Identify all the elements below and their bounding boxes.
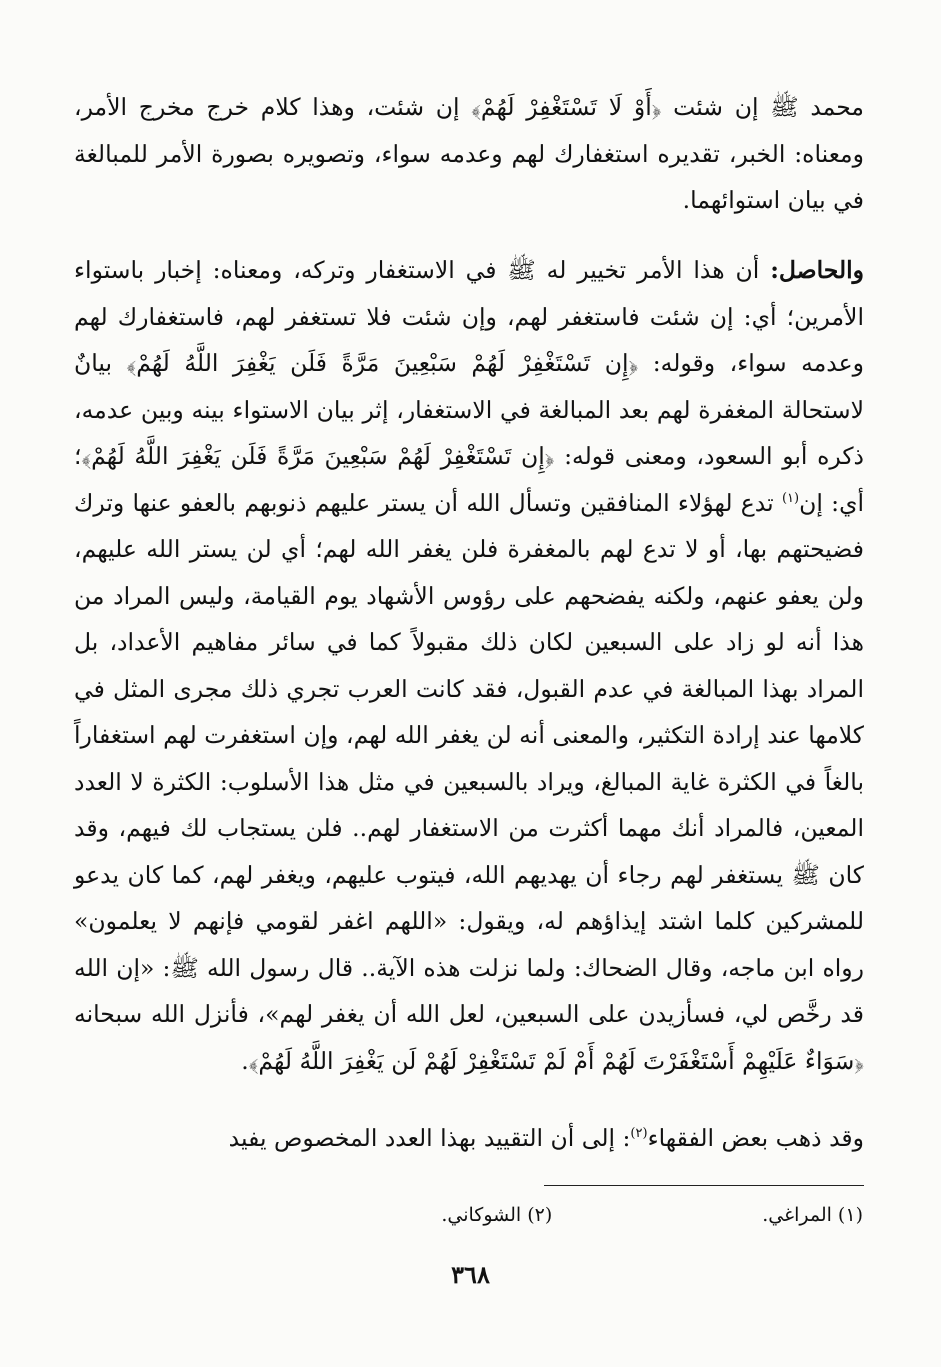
paragraph-2 xyxy=(74,247,864,1084)
footnotes xyxy=(343,1197,863,1233)
footnote-ref-2[interactable]: (٢) xyxy=(630,1126,648,1142)
footnote-ref-1[interactable]: (١) xyxy=(781,490,800,506)
footnote-divider xyxy=(544,1185,864,1186)
paragraph-3-text-b: : إلى أن التقييد بهذا العدد المخصوص يفيد xyxy=(228,1124,631,1152)
footnote-2: (٢) الشوكاني. xyxy=(441,1204,553,1226)
paragraph-2-lead: والحاصل: xyxy=(770,256,864,284)
paragraph-3 xyxy=(74,1115,864,1162)
paragraph-1-text: محمد ﷺ إن شئت ﴿أَوْ لَا تَسْتَغْفِرْ لَهُمْ﴾ إن شئت، وهذا كلام خرج مخرج الأمر، ومعناه: الخبر، تقديره استغفارك لهم وعدمه سواء، وتصويره بصورة الأمر للمبالغة في بيان استوائهما. xyxy=(74,93,864,214)
paragraph-1 xyxy=(74,84,864,224)
paragraph-2-text-a: أن هذا الأمر تخيير له ﷺ في الاستغفار وتركه، ومعناه: إخبار باستواء الأمرين؛ أي: إن شئت فاستغفر لهم، وإن شئت فلا تستغفر لهم، فاستغفارك لهم وعدمه سواء، وقوله: ﴿إِن تَسْتَغْفِرْ لَهُمْ سَبْعِينَ مَرَّةً فَلَن يَغْفِرَ اللَّهُ لَهُمْ﴾ بيانٌ لاستحالة المغفرة لهم بعد المبالغة في الاستغفار، إثر بيان الاستواء بينه وبين عدمه، ذكره أبو السعود، ومعنى قوله: ﴿إِن تَسْتَغْفِرْ لَهُمْ سَبْعِينَ مَرَّةً فَلَن يَغْفِرَ اللَّهُ لَهُمْ﴾؛ أي: إن xyxy=(74,256,864,517)
paragraph-2-text-b: تدع لهؤلاء المنافقين وتسأل الله أن يستر عليهم ذنوبهم بالعفو عنها وترك فضيحتهم بها، أو لا تدع لهم بالمغفرة فلن يغفر الله لهم؛ أي لن يستر الله عليهم، ولن يعفو عنهم، ولكنه يفضحهم على رؤوس الأشهاد يوم القيامة، وليس المراد من هذا أنه لو زاد على السبعين لكان ذلك مقبولاً كما في سائر مفاهيم الأعداد، بل المراد بهذا المبالغة في عدم القبول، فقد كانت العرب تجري ذلك مجرى المثل في كلامها عند إرادة التكثير، والمعنى أنه لن يغفر الله لهم، وإن استغفرت لهم استغفاراً بالغاً في الكثرة غاية المبالغ، ويراد بالسبعين في مثل هذا الأسلوب: الكثرة لا العدد المعين، فالمراد أنك مهما أكثرت من الاستغفار لهم.. فلن يستجاب لك فيهم، وقد كان ﷺ يستغفر لهم رجاء أن يهديهم الله، فيتوب عليهم، ويغفر لهم، كما كان يدعو للمشركين كلما اشتد إيذاؤهم له، ويقول: «اللهم اغفر لقومي فإنهم لا يعلمون» رواه ابن ماجه، وقال الضحاك: ولما نزلت هذه الآية.. قال رسول الله ﷺ: «إن الله قد رخَّص لي، فسأزيدن على السبعين، لعل الله أن يغفر لهم»، فأنزل الله سبحانه ﴿سَوَاءٌ عَلَيْهِمْ أَسْتَغْفَرْتَ لَهُمْ أَمْ لَمْ تَسْتَغْفِرْ لَهُمْ لَن يَغْفِرَ اللَّهُ لَهُمْ﴾. xyxy=(74,488,864,1075)
paragraph-3-text-a: وقد ذهب بعض الفقهاء xyxy=(647,1124,864,1152)
footnote-1: (١) المراغي. xyxy=(762,1204,863,1226)
page-number: ٣٦٨ xyxy=(451,1260,490,1289)
